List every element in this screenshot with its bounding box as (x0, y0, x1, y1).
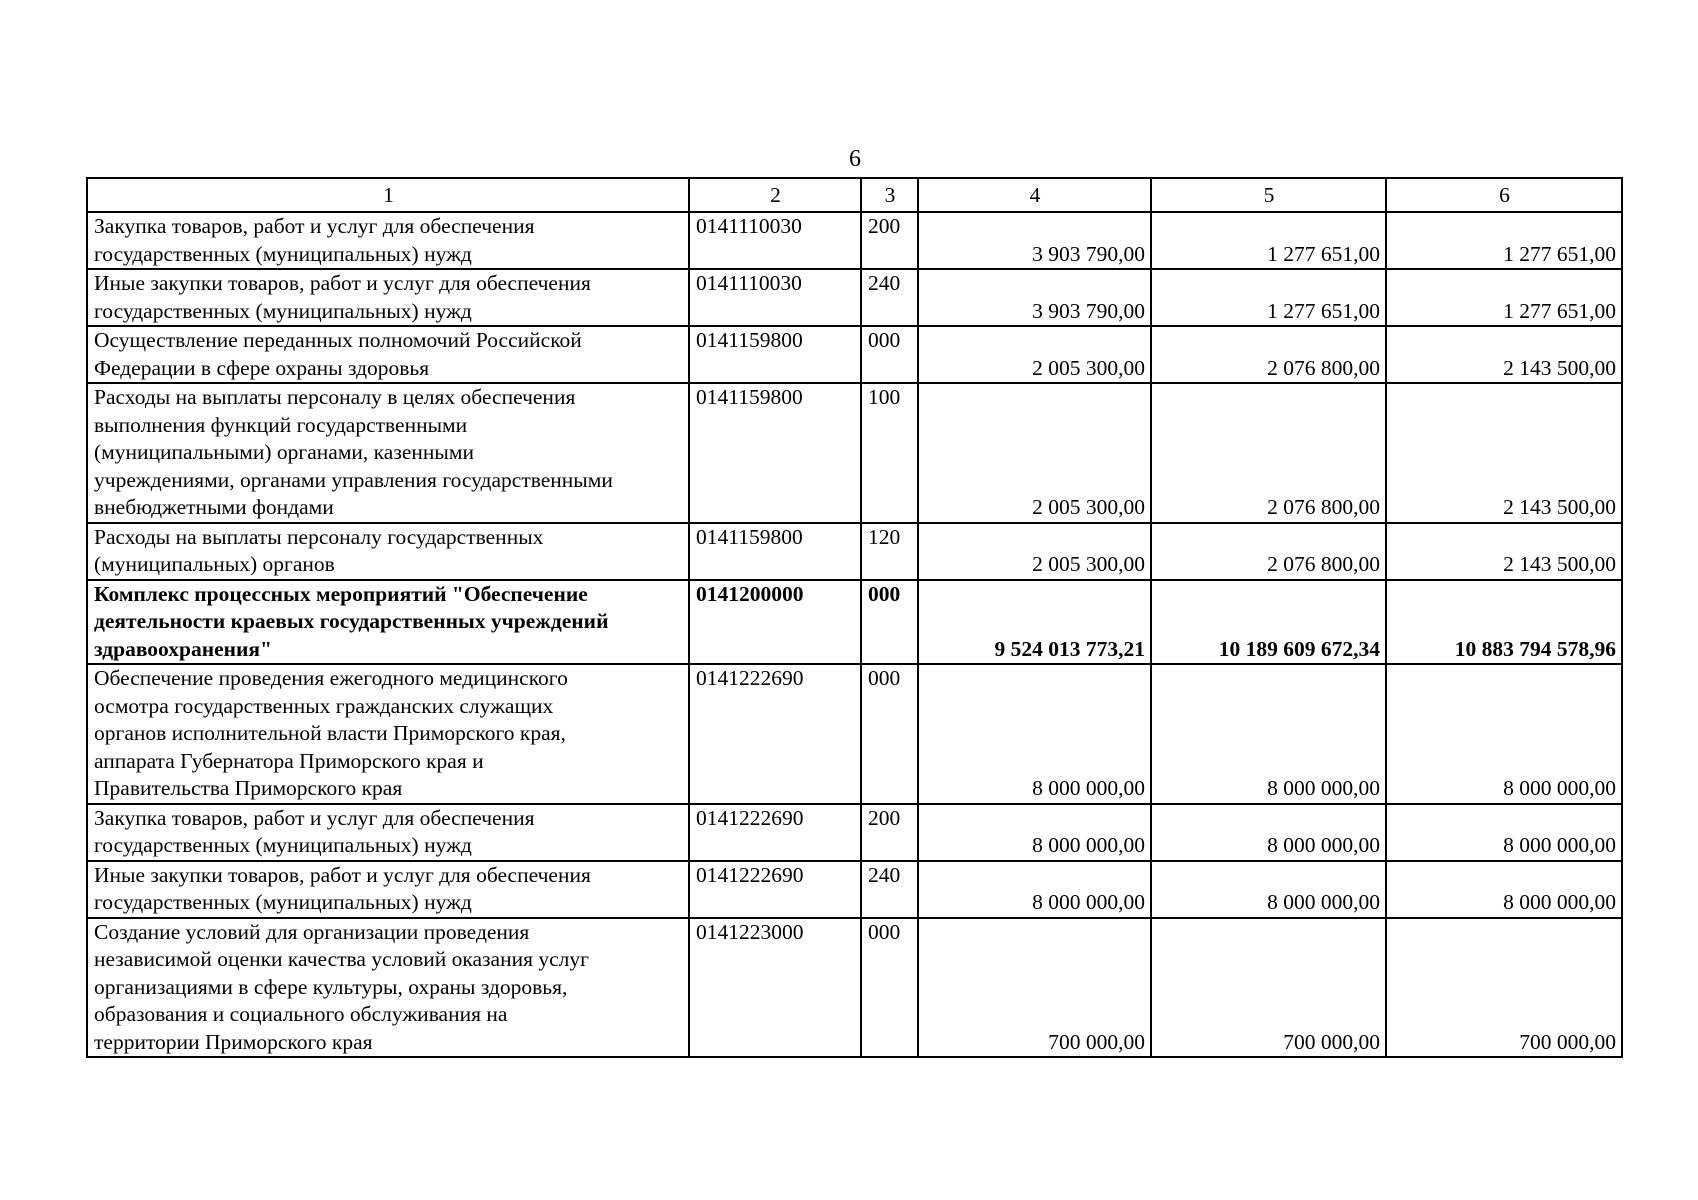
row-code-cell: 0141159800 (689, 326, 861, 383)
column-header: 2 (689, 178, 861, 212)
row-name-line: образования и социального обслуживания на (94, 1002, 508, 1026)
row-name-line: здравоохранения" (94, 636, 272, 661)
row-type-cell: 000 (861, 580, 918, 665)
row-name-cell (87, 326, 689, 383)
row-amount-col4: 700 000,00 (918, 918, 1151, 1058)
row-code-cell: 0141200000 (689, 580, 861, 665)
row-amount-col6: 1 277 651,00 (1386, 269, 1622, 326)
row-name-line: учреждениями, органами управления государственными (94, 467, 613, 492)
row-name-line: государственных (муниципальных) нужд (94, 890, 472, 914)
row-name-line: аппарата Губернатора Приморского края и (94, 748, 484, 773)
row-name-line: Комплекс процессных мероприятий "Обеспечение (94, 581, 588, 606)
column-header: 4 (918, 178, 1151, 212)
table-row (87, 212, 1622, 269)
row-amount-col4: 2 005 300,00 (918, 523, 1151, 580)
row-name-line: независимой оценки качества условий оказания услуг (94, 947, 589, 971)
row-name-line: Расходы на выплаты персоналу в целях обеспечения (94, 385, 576, 409)
row-name-cell (87, 861, 689, 918)
row-name-line: органов исполнительной власти Приморского края, (94, 721, 566, 745)
row-amount-col6: 10 883 794 578,96 (1386, 580, 1622, 665)
row-amount-col6: 8 000 000,00 (1386, 664, 1622, 804)
row-code-cell: 0141222690 (689, 804, 861, 861)
row-amount-col4: 3 903 790,00 (918, 269, 1151, 326)
row-amount-col5: 2 076 800,00 (1151, 326, 1386, 383)
row-code-cell: 0141110030 (689, 212, 861, 269)
row-name-line: выполнения функций государственными (94, 412, 468, 437)
row-name-cell (87, 804, 689, 861)
row-name-line: Иные закупки товаров, работ и услуг для обеспечения (94, 271, 591, 295)
row-name-cell (87, 269, 689, 326)
row-type-cell: 100 (861, 383, 918, 523)
row-amount-col6: 1 277 651,00 (1386, 212, 1622, 269)
table-row (87, 664, 1622, 804)
column-header: 6 (1386, 178, 1622, 212)
row-name-line: государственных (муниципальных) нужд (94, 241, 472, 266)
column-header: 3 (861, 178, 918, 212)
row-amount-col4: 9 524 013 773,21 (918, 580, 1151, 665)
row-amount-col5: 2 076 800,00 (1151, 523, 1386, 580)
row-type-cell: 000 (861, 664, 918, 804)
row-amount-col5: 1 277 651,00 (1151, 269, 1386, 326)
row-name-line: Обеспечение проведения ежегодного медицинского (94, 666, 568, 690)
row-amount-col6: 700 000,00 (1386, 918, 1622, 1058)
row-name-line: (муниципальных) органов (94, 552, 335, 576)
table-row (87, 269, 1622, 326)
table-body (87, 178, 1622, 1057)
row-name-line: Правительства Приморского края (94, 776, 403, 800)
row-amount-col5: 1 277 651,00 (1151, 212, 1386, 269)
row-code-cell: 0141159800 (689, 383, 861, 523)
row-name-line: государственных (муниципальных) нужд (94, 833, 472, 857)
table-row (87, 326, 1622, 383)
row-name-line: Расходы на выплаты персоналу государственных (94, 524, 544, 549)
row-amount-col6: 2 143 500,00 (1386, 326, 1622, 383)
row-name-line: территории Приморского края (94, 1029, 373, 1054)
row-name-line: осмотра государственных гражданских служащих (94, 693, 554, 718)
row-code-cell: 0141222690 (689, 664, 861, 804)
row-name-cell (87, 918, 689, 1058)
page-number: 6 (849, 146, 861, 172)
row-amount-col6: 8 000 000,00 (1386, 861, 1622, 918)
row-name-line: Закупка товаров, работ и услуг для обеспечения (94, 214, 535, 238)
row-name-cell (87, 664, 689, 804)
row-name-cell (87, 383, 689, 523)
column-header: 5 (1151, 178, 1386, 212)
row-code-cell: 0141159800 (689, 523, 861, 580)
row-name-line: внебюджетными фондами (94, 495, 334, 519)
row-code-cell: 0141223000 (689, 918, 861, 1058)
row-name-line: Федерации в сфере охраны здоровья (94, 355, 430, 380)
table-row (87, 861, 1622, 918)
table-row (87, 523, 1622, 580)
row-type-cell: 200 (861, 212, 918, 269)
row-type-cell: 120 (861, 523, 918, 580)
row-amount-col4: 8 000 000,00 (918, 664, 1151, 804)
row-amount-col6: 2 143 500,00 (1386, 523, 1622, 580)
row-type-cell: 000 (861, 326, 918, 383)
budget-table (86, 177, 1623, 1058)
row-amount-col4: 2 005 300,00 (918, 326, 1151, 383)
row-amount-col6: 8 000 000,00 (1386, 804, 1622, 861)
row-amount-col5: 2 076 800,00 (1151, 383, 1386, 523)
row-code-cell: 0141222690 (689, 861, 861, 918)
row-amount-col6: 2 143 500,00 (1386, 383, 1622, 523)
row-type-cell: 240 (861, 269, 918, 326)
row-amount-col5: 8 000 000,00 (1151, 861, 1386, 918)
row-name-cell (87, 523, 689, 580)
row-type-cell: 200 (861, 804, 918, 861)
row-amount-col5: 10 189 609 672,34 (1151, 580, 1386, 665)
row-name-line: Осуществление переданных полномочий Российской (94, 328, 582, 352)
row-amount-col5: 8 000 000,00 (1151, 664, 1386, 804)
row-amount-col4: 3 903 790,00 (918, 212, 1151, 269)
table-row (87, 580, 1622, 665)
row-name-line: (муниципальными) органами, казенными (94, 440, 474, 464)
row-type-cell: 000 (861, 918, 918, 1058)
row-name-cell (87, 580, 689, 665)
row-name-line: государственных (муниципальных) нужд (94, 298, 472, 323)
row-name-line: деятельности краевых государственных учреждений (94, 609, 609, 633)
row-name-line: организациями в сфере культуры, охраны здоровья, (94, 974, 568, 999)
row-type-cell: 240 (861, 861, 918, 918)
column-header: 1 (87, 178, 689, 212)
row-name-line: Закупка товаров, работ и услуг для обеспечения (94, 805, 535, 830)
table-row (87, 383, 1622, 523)
row-name-line: Иные закупки товаров, работ и услуг для обеспечения (94, 862, 591, 887)
row-amount-col4: 8 000 000,00 (918, 861, 1151, 918)
row-amount-col4: 8 000 000,00 (918, 804, 1151, 861)
row-name-cell (87, 212, 689, 269)
table-row (87, 804, 1622, 861)
row-amount-col5: 700 000,00 (1151, 918, 1386, 1058)
row-amount-col5: 8 000 000,00 (1151, 804, 1386, 861)
row-name-line: Создание условий для организации проведения (94, 919, 530, 944)
row-amount-col4: 2 005 300,00 (918, 383, 1151, 523)
column-header-row (87, 178, 1622, 212)
table-row (87, 918, 1622, 1058)
row-code-cell: 0141110030 (689, 269, 861, 326)
